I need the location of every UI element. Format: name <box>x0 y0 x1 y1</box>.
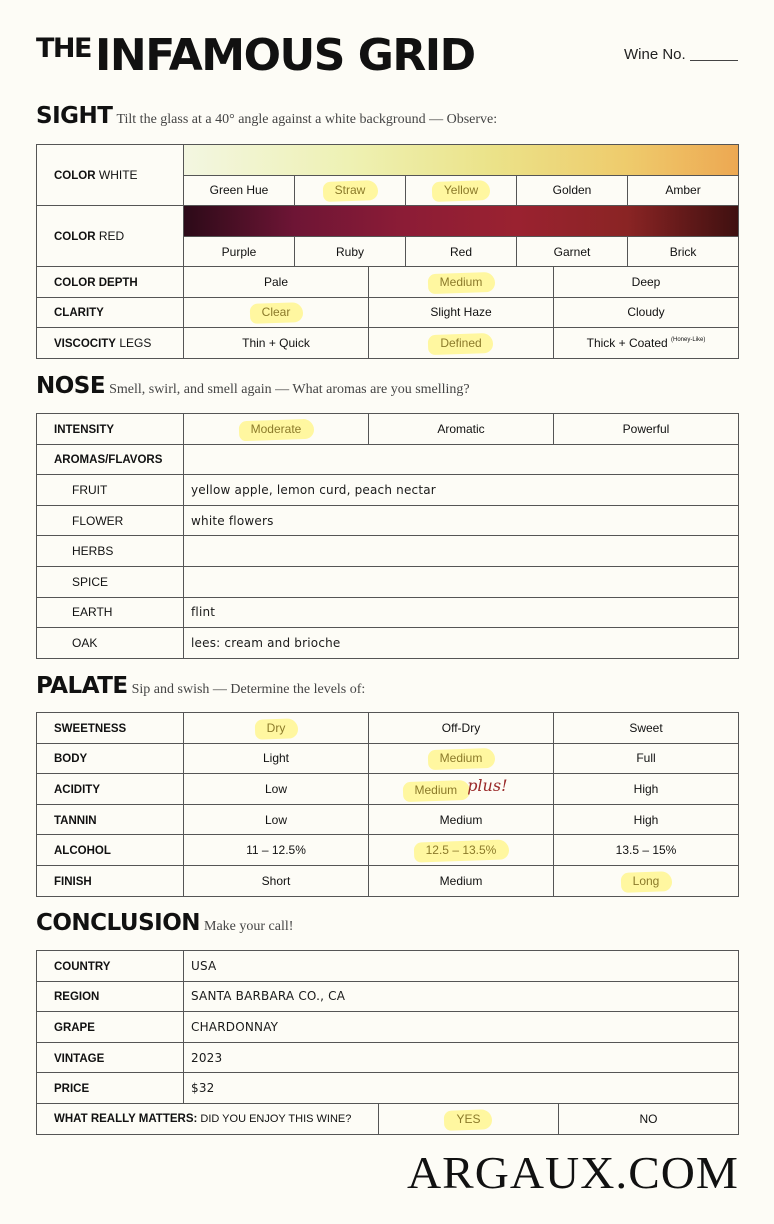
option-red[interactable]: Red <box>406 236 517 267</box>
clarity-label: CLARITY <box>37 297 184 328</box>
sweetness-option-1[interactable]: Off-Dry <box>369 713 554 744</box>
country-value[interactable]: USA <box>184 951 739 982</box>
body-option-1[interactable]: Medium <box>369 743 554 774</box>
wine-number-field[interactable] <box>624 46 738 63</box>
acidity-option-2[interactable]: High <box>554 774 739 805</box>
region-label: REGION <box>37 981 184 1012</box>
nose-subtitle: Smell, swirl, and smell again — What aromas are you smelling? <box>109 382 470 397</box>
herbs-label: HERBS <box>37 536 184 567</box>
sight-table <box>36 144 739 267</box>
body-option-2[interactable]: Full <box>554 743 739 774</box>
nose-heading <box>36 373 470 399</box>
option-thick-coated[interactable]: Thick + Coated $^{(Honey-Like)}$ <box>554 328 739 359</box>
argaux-logo[interactable] <box>407 1146 739 1196</box>
option-brick[interactable]: Brick <box>628 236 739 267</box>
title-big: INFAMOUS GRID <box>95 30 475 81</box>
option-moderate[interactable]: Moderate <box>184 414 369 445</box>
palate-row-body <box>37 743 739 774</box>
palate-row-tannin <box>37 804 739 835</box>
wine-number-line <box>690 60 738 61</box>
acidity-option-0[interactable]: Low <box>184 774 369 805</box>
price-value[interactable]: $32 <box>184 1073 739 1104</box>
sight-subtitle: Tilt the glass at a 40° angle against a white background — Observe: <box>116 112 498 127</box>
option-yes[interactable]: YES <box>379 1103 559 1134</box>
flower-label: FLOWER <box>37 505 184 536</box>
option-ruby[interactable]: Ruby <box>295 236 406 267</box>
finish-option-2[interactable]: Long <box>554 865 739 896</box>
sight-table-2 <box>36 266 739 359</box>
white-color-gradient <box>184 145 739 176</box>
fruit-label: FRUIT <box>37 475 184 506</box>
page-title <box>36 30 475 81</box>
option-cloudy[interactable]: Cloudy <box>554 297 739 328</box>
viscosity-label: VISCOCITY LEGS <box>37 328 184 359</box>
body-option-0[interactable]: Light <box>184 743 369 774</box>
sweetness-option-2[interactable]: Sweet <box>554 713 739 744</box>
conclusion-table <box>36 950 739 1135</box>
alcohol-option-2[interactable]: 13.5 – 15% <box>554 835 739 866</box>
wine-number-label: Wine No. <box>624 46 686 63</box>
conclusion-title: CONCLUSION <box>36 910 200 936</box>
what-really-matters-label: WHAT REALLY MATTERS: DID YOU ENJOY THIS WINE? <box>37 1103 379 1134</box>
option-yellow[interactable]: Yellow <box>406 175 517 206</box>
palate-title: PALATE <box>36 673 128 699</box>
vintage-label: VINTAGE <box>37 1042 184 1073</box>
option-pale[interactable]: Pale <box>184 267 369 298</box>
intensity-label: INTENSITY <box>37 414 184 445</box>
palate-row-acidity <box>37 774 739 805</box>
fruit-value[interactable]: yellow apple, lemon curd, peach nectar <box>184 475 739 506</box>
herbs-value[interactable] <box>184 536 739 567</box>
option-garnet[interactable]: Garnet <box>517 236 628 267</box>
option-powerful[interactable]: Powerful <box>554 414 739 445</box>
color-depth-label: COLOR DEPTH <box>37 267 184 298</box>
spice-value[interactable] <box>184 566 739 597</box>
title-small: THE <box>36 33 91 64</box>
acidity-option-1[interactable]: Medium plus! <box>369 774 554 805</box>
aromas-blank <box>184 444 739 475</box>
conclusion-heading <box>36 910 293 936</box>
nose-table <box>36 413 739 659</box>
aromas-label: AROMAS/FLAVORS <box>37 444 184 475</box>
flower-value[interactable]: white flowers <box>184 505 739 536</box>
sight-title: SIGHT <box>36 103 113 129</box>
acidity-plus-note: plus! <box>467 776 508 796</box>
region-value[interactable]: SANTA BARBARA CO., CA <box>184 981 739 1012</box>
oak-label: OAK <box>37 628 184 659</box>
option-defined[interactable]: Defined <box>369 328 554 359</box>
option-no[interactable]: NO <box>559 1103 739 1134</box>
option-aromatic[interactable]: Aromatic <box>369 414 554 445</box>
color-white-label: COLOR WHITE <box>37 145 184 206</box>
option-thin-quick[interactable]: Thin + Quick <box>184 328 369 359</box>
palate-table <box>36 712 739 897</box>
nose-title: NOSE <box>36 373 106 399</box>
finish-option-1[interactable]: Medium <box>369 865 554 896</box>
tannin-option-1[interactable]: Medium <box>369 804 554 835</box>
palate-heading <box>36 673 365 699</box>
option-purple[interactable]: Purple <box>184 236 295 267</box>
color-red-label: COLOR RED <box>37 206 184 267</box>
palate-subtitle: Sip and swish — Determine the levels of: <box>131 682 366 697</box>
alcohol-label: ALCOHOL <box>37 835 184 866</box>
oak-value[interactable]: lees: cream and brioche <box>184 628 739 659</box>
sweetness-option-0[interactable]: Dry <box>184 713 369 744</box>
tannin-option-0[interactable]: Low <box>184 804 369 835</box>
sight-heading <box>36 103 497 129</box>
option-clear[interactable]: Clear <box>184 297 369 328</box>
honey-like-note: (Honey-Like) <box>671 336 706 343</box>
option-deep[interactable]: Deep <box>554 267 739 298</box>
option-depth-medium[interactable]: Medium <box>369 267 554 298</box>
option-amber[interactable]: Amber <box>628 175 739 206</box>
palate-row-sweetness <box>37 713 739 744</box>
option-golden[interactable]: Golden <box>517 175 628 206</box>
tannin-label: TANNIN <box>37 804 184 835</box>
country-label: COUNTRY <box>37 951 184 982</box>
red-color-gradient <box>184 206 739 237</box>
grape-value[interactable]: CHARDONNAY <box>184 1012 739 1043</box>
vintage-value[interactable]: 2023 <box>184 1042 739 1073</box>
option-slight-haze[interactable]: Slight Haze <box>369 297 554 328</box>
earth-label: EARTH <box>37 597 184 628</box>
tannin-option-2[interactable]: High <box>554 804 739 835</box>
logo-text: ARGAUX.COM <box>407 1147 739 1196</box>
palate-row-finish <box>37 865 739 896</box>
earth-value[interactable]: flint <box>184 597 739 628</box>
acidity-label: ACIDITY <box>37 774 184 805</box>
body-label: BODY <box>37 743 184 774</box>
option-green-hue[interactable]: Green Hue <box>184 175 295 206</box>
price-label: PRICE <box>37 1073 184 1104</box>
grape-label: GRAPE <box>37 1012 184 1043</box>
spice-label: SPICE <box>37 566 184 597</box>
sweetness-label: SWEETNESS <box>37 713 184 744</box>
alcohol-option-0[interactable]: 11 – 12.5% <box>184 835 369 866</box>
option-straw[interactable]: Straw <box>295 175 406 206</box>
finish-option-0[interactable]: Short <box>184 865 369 896</box>
alcohol-option-1[interactable]: 12.5 – 13.5% <box>369 835 554 866</box>
conclusion-subtitle: Make your call! <box>204 919 294 934</box>
finish-label: FINISH <box>37 865 184 896</box>
palate-row-alcohol <box>37 835 739 866</box>
